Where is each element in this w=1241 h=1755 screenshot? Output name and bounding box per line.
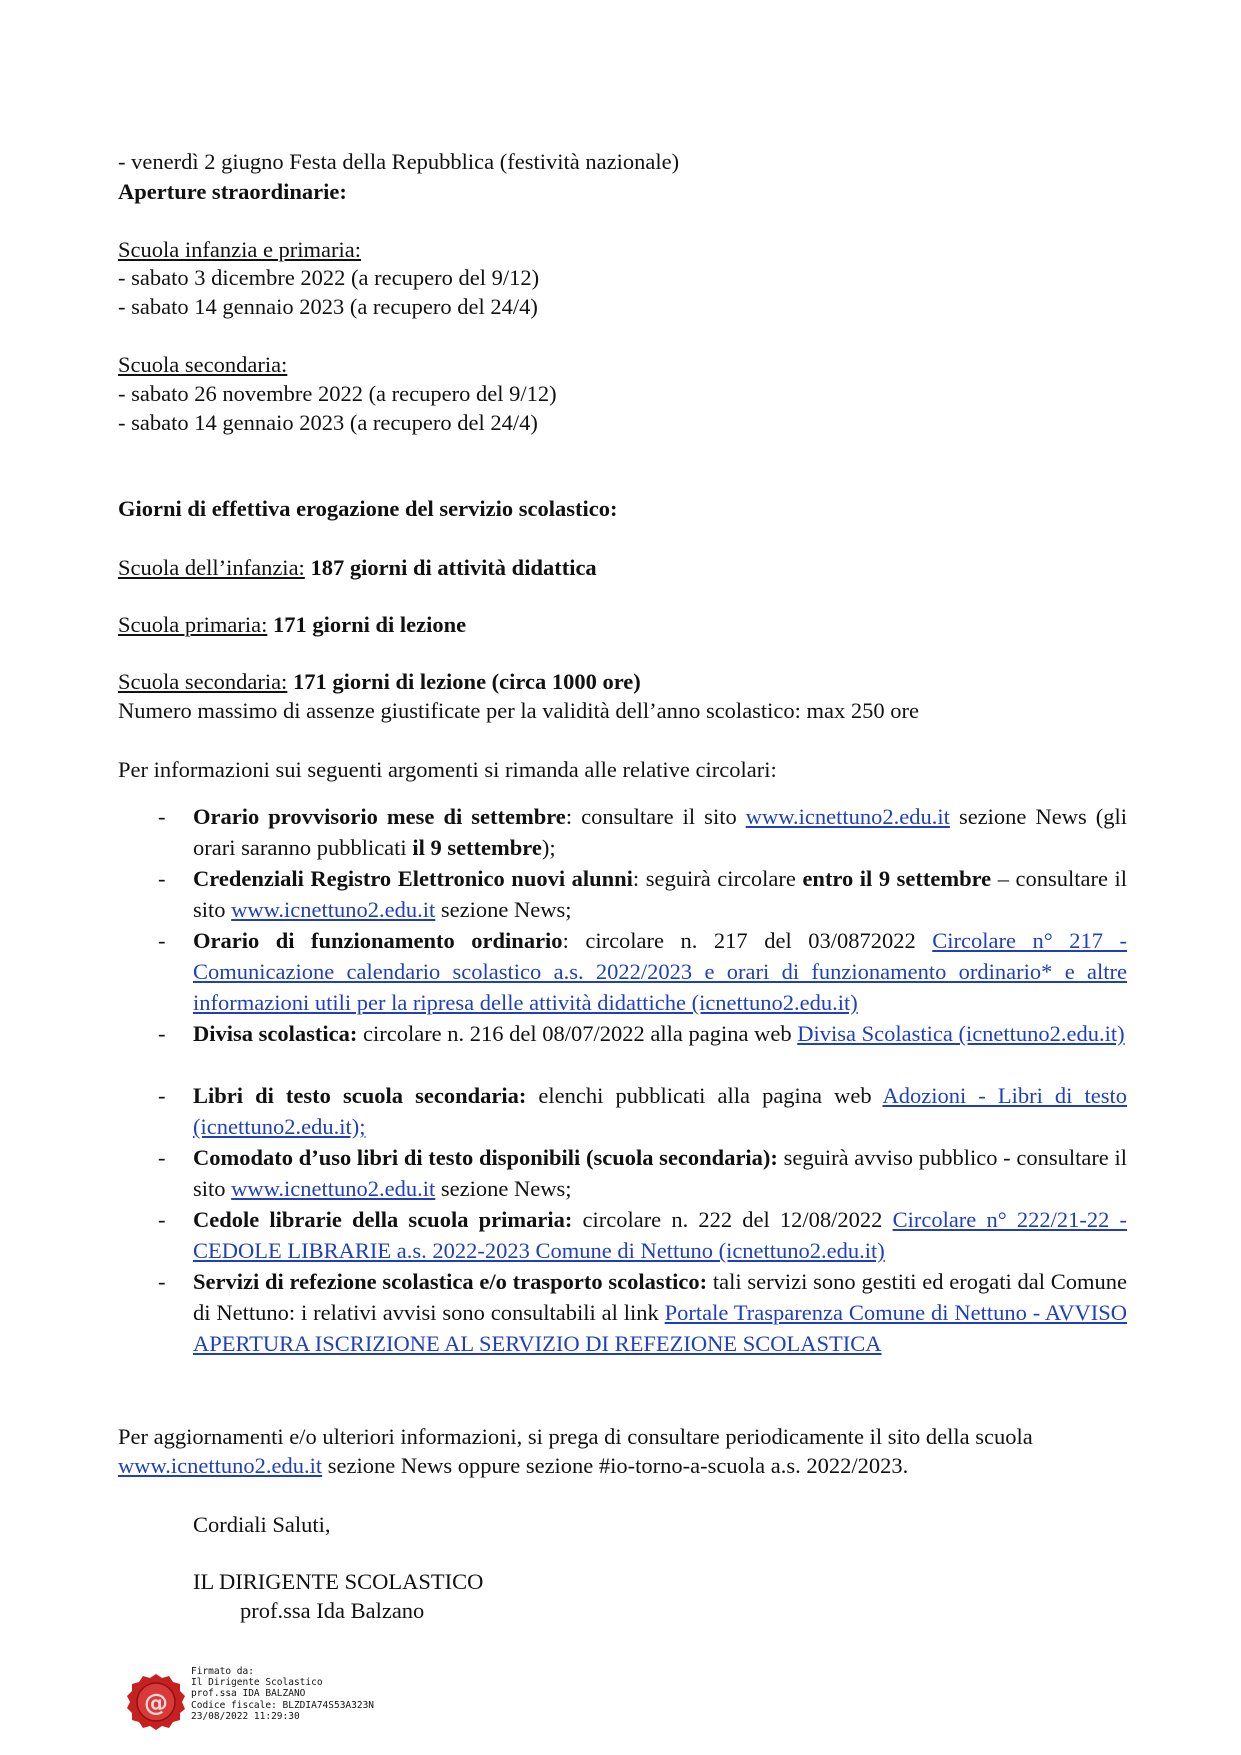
list-dash: - xyxy=(158,1269,166,1294)
item-text: elenchi pubblicati alla pagina web xyxy=(526,1083,883,1108)
item-title: Servizi di refezione scolastica e/o trasporto scolastico: xyxy=(193,1269,708,1294)
item-title: Comodato d’uso libri di testo disponibili (scuola secondaria): xyxy=(193,1145,778,1170)
item-text: sezione News (gli orari saranno pubblicati xyxy=(193,804,1128,860)
list-dash: - xyxy=(158,1083,166,1108)
list-dash: - xyxy=(158,1021,166,1046)
secondaria-label: Scuola secondaria: xyxy=(118,352,288,377)
digital-signature-text xyxy=(191,1666,374,1722)
circolare-222-link[interactable]: Circolare n° 222/21-22 - CEDOLE LIBRARIE a.s. 2022-2023 Comune di Nettuno (icnettuno2.edu.it) xyxy=(193,1207,1127,1263)
signer-name: prof.ssa Ida Balzano xyxy=(240,1598,425,1623)
giorni-heading: Giorni di effettiva erogazione del servizio scolastico: xyxy=(118,496,618,521)
signature-line: prof.ssa IDA BALZANO xyxy=(191,1688,306,1700)
holiday-line: - venerdì 2 giugno Festa della Repubblica (festività nazionale) xyxy=(118,149,680,174)
signature-line: 23/08/2022 11:29:30 xyxy=(191,1710,300,1722)
infanzia-primaria-label: Scuola infanzia e primaria: xyxy=(118,237,362,262)
list-dash: - xyxy=(158,804,166,829)
item-title: Divisa scolastica: xyxy=(193,1021,358,1046)
list-dash: - xyxy=(158,1145,166,1170)
closing-line: Per aggiornamenti e/o ulteriori informazioni, si prega di consultare periodicamente il sito della scuola xyxy=(118,1424,1033,1449)
list-item-credenziali xyxy=(158,863,1127,925)
item-bold: il 9 settembre xyxy=(412,835,542,860)
item-text: ); xyxy=(541,835,556,860)
item-bold: entro il 9 settembre xyxy=(802,866,992,891)
list-item-refezione xyxy=(158,1266,1127,1359)
item-text: circolare n. 216 del 08/07/2022 alla pagina web xyxy=(357,1021,798,1046)
item-text: : seguirà circolare xyxy=(632,866,803,891)
giorni-secondaria-value: 171 giorni di lezione (circa 1000 ore) xyxy=(287,669,641,694)
item-text: seguirà avviso pubblico - consultare il sito xyxy=(193,1145,1127,1201)
secondaria-item: - sabato 26 novembre 2022 (a recupero del 9/12) xyxy=(118,381,557,406)
infanzia-primaria-item: - sabato 3 dicembre 2022 (a recupero del 9/12) xyxy=(118,265,540,290)
giorni-secondaria-label: Scuola secondaria: xyxy=(118,669,288,694)
aperture-heading: Aperture straordinarie: xyxy=(118,179,347,204)
giorni-secondaria xyxy=(118,667,641,696)
wax-seal-icon xyxy=(124,1670,188,1734)
signer-role: IL DIRIGENTE SCOLASTICO xyxy=(193,1569,484,1594)
item-text: sezione News; xyxy=(435,1176,572,1201)
site-link[interactable]: www.icnettuno2.edu.it xyxy=(745,804,950,829)
item-title: Libri di testo scuola secondaria: xyxy=(193,1083,527,1108)
item-text: – consultare il sito xyxy=(193,866,1127,922)
site-link[interactable]: www.icnettuno2.edu.it xyxy=(231,897,436,922)
item-text: : circolare n. 217 del 03/0872022 xyxy=(562,928,933,953)
giorni-primaria-label: Scuola primaria: xyxy=(118,612,268,637)
closing-line-2 xyxy=(118,1451,908,1480)
giorni-primaria xyxy=(118,610,466,639)
item-text: : consultare il sito xyxy=(565,804,746,829)
giorni-primaria-value: 171 giorni di lezione xyxy=(267,612,467,637)
secondaria-item: - sabato 14 gennaio 2023 (a recupero del 24/4) xyxy=(118,410,538,435)
circolare-217-link[interactable]: Circolare n° 217 - Comunicazione calendario scolastico a.s. 2022/2023 e orari di funzionamento ordinario* e altre informazioni utili per la ripresa delle attività didattiche (icnettuno2.edu.it) xyxy=(193,928,1127,1015)
adozioni-link[interactable]: Adozioni - Libri di testo (icnettuno2.edu.it); xyxy=(193,1083,1127,1139)
svg-text:@: @ xyxy=(144,1689,168,1717)
signature-line: Codice fiscale: BLZDIA74S53A323N xyxy=(191,1699,375,1711)
signature-line: Firmato da: xyxy=(191,1666,254,1677)
item-text: sezione News; xyxy=(435,897,572,922)
giorni-infanzia xyxy=(118,553,597,582)
item-title: Credenziali Registro Elettronico nuovi alunni xyxy=(193,866,633,891)
list-item-cedole xyxy=(158,1204,1127,1266)
info-intro: Per informazioni sui seguenti argomenti si rimanda alle relative circolari: xyxy=(118,757,777,782)
closing-text: sezione News oppure sezione #io-torno-a-scuola a.s. 2022/2023. xyxy=(322,1453,909,1478)
site-link[interactable]: www.icnettuno2.edu.it xyxy=(231,1176,436,1201)
giorni-infanzia-label: Scuola dell’infanzia: xyxy=(118,555,305,580)
list-item-orario-provvisorio xyxy=(158,801,1127,863)
signature-line: Il Dirigente Scolastico xyxy=(191,1677,323,1689)
divisa-link[interactable]: Divisa Scolastica (icnettuno2.edu.it) xyxy=(797,1021,1125,1046)
list-dash: - xyxy=(158,928,166,953)
item-title: Orario provvisorio mese di settembre xyxy=(193,804,566,829)
item-text: tali servizi sono gestiti ed erogati dal Comune di Nettuno: i relativi avvisi sono consultabili al link xyxy=(193,1269,1128,1325)
assenze-line: Numero massimo di assenze giustificate per la validità dell’anno scolastico: max 250 ore xyxy=(118,698,920,723)
list-item-libri xyxy=(158,1080,1127,1142)
list-item-divisa xyxy=(158,1018,1127,1049)
list-item-orario-ordinario xyxy=(158,925,1127,1018)
item-title: Cedole librarie della scuola primaria: xyxy=(193,1207,573,1232)
saluti: Cordiali Saluti, xyxy=(193,1512,331,1537)
site-link[interactable]: www.icnettuno2.edu.it xyxy=(118,1453,323,1478)
item-text: circolare n. 222 del 12/08/2022 xyxy=(572,1207,893,1232)
list-item-comodato xyxy=(158,1142,1127,1204)
list-dash: - xyxy=(158,1207,166,1232)
infanzia-primaria-item: - sabato 14 gennaio 2023 (a recupero del 24/4) xyxy=(118,294,538,319)
portale-trasparenza-link[interactable]: Portale Trasparenza Comune di Nettuno - AVVISO APERTURA ISCRIZIONE AL SERVIZIO DI REFEZIONE SCOLASTICA xyxy=(193,1300,1127,1356)
item-title: Orario di funzionamento ordinario xyxy=(193,928,563,953)
giorni-infanzia-value: 187 giorni di attività didattica xyxy=(304,555,597,580)
list-dash: - xyxy=(158,866,166,891)
